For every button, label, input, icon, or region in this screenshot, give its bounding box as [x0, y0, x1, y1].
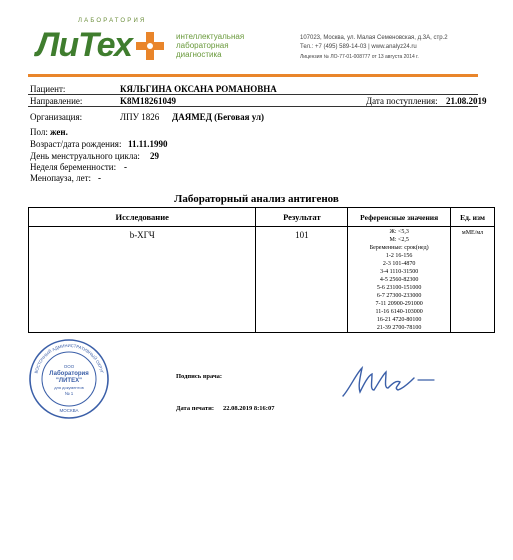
ref-line: 5-6 23100-151000 [376, 285, 422, 291]
dob-label: Возраст/дата рождения: [30, 139, 122, 149]
divider [28, 106, 478, 107]
ref-line: 2-3 101-4870 [382, 261, 416, 267]
test-result: 101 [256, 227, 348, 333]
ref-line: 11-16 6140-103000 [375, 309, 423, 315]
header-orange-bar [28, 74, 478, 77]
sex-label: Пол: [30, 127, 48, 137]
ref-line: 4-5 2560-82300 [379, 277, 419, 283]
lab-word: ЛАБОРАТОРИЯ [78, 18, 147, 24]
ref-line: 1-2 16-156 [385, 253, 413, 259]
received-label: Дата поступления: [366, 96, 438, 106]
tagline-line-2: лабораторная [176, 41, 229, 50]
reference-values [348, 227, 451, 333]
ref-line: 16-21 4720-80100 [376, 317, 422, 323]
stamp-name-1: Лаборатория [49, 371, 89, 377]
ref-line: 3-4 1110-31500 [380, 269, 419, 275]
tagline-line-3: диагностика [176, 50, 222, 59]
ref-line: 21-39 2700-78100 [376, 325, 422, 331]
cycle-label: День менструального цикла: [30, 151, 140, 161]
stamp-ooo: ООО [63, 364, 75, 369]
table-row [29, 227, 495, 333]
divider [28, 94, 478, 95]
menopause-label: Менопауза, лет: [30, 173, 92, 183]
pregnancy-label: Неделя беременности: [30, 162, 117, 172]
stamp-city: МОСКВА [59, 408, 79, 413]
org-name: ДАЯМЕД (Беговая ул) [172, 112, 265, 122]
brand-logo-text: ЛиТех [36, 26, 132, 64]
stamp-outer-text: ВОСТОЧНЫЙ АДМИНИСТРАТИВНЫЙ ОКРУГ [33, 342, 105, 374]
print-date-value: 22.08.2019 8:16:07 [223, 405, 275, 412]
patient-name: КЯЛЬГИНА ОКСАНА РОМАНОВНА [120, 84, 277, 94]
ref-line: Ж: <5,3 [389, 229, 409, 235]
col-header-reference: Референсные значения [348, 208, 451, 227]
col-header-result: Результат [256, 208, 348, 227]
unit-value: мМЕ/мл [451, 227, 495, 333]
ref-line: М: <2,5 [389, 237, 409, 243]
referral-label: Направление: [30, 96, 83, 106]
received-date: 21.08.2019 [446, 96, 487, 106]
stamp-number: № 1 [64, 391, 74, 396]
table-header-row [29, 208, 495, 227]
cross-logo-icon [136, 30, 164, 62]
dob-value: 11.11.1990 [128, 139, 168, 149]
ref-line: 7-11 20900-291000 [375, 301, 423, 307]
lab-phone-site: Тел.: +7 (495) 589-14-03 | www.analyz24.ru [300, 44, 417, 50]
sex-value: жен. [50, 127, 68, 137]
col-header-test: Исследование [29, 208, 256, 227]
col-header-unit: Ед. изм [451, 208, 495, 227]
results-table [28, 207, 495, 333]
lab-license: Лицензия № ЛО-77-01-008777 от 13 августа 2014 г. [300, 54, 419, 60]
analysis-title: Лабораторный анализ антигенов [174, 193, 339, 205]
ref-line: 6-7 27300-233000 [376, 293, 422, 299]
doctor-signature-icon [338, 362, 438, 402]
test-name: b-ХГЧ [29, 227, 256, 333]
stamp-name-2: "ЛИТЕХ" [56, 378, 82, 384]
lab-address: 107023, Москва, ул. Малая Семеновская, д.3А, стр.2 [300, 35, 448, 41]
menopause-value: - [98, 173, 101, 183]
cycle-value: 29 [150, 151, 159, 161]
pregnancy-value: - [124, 162, 127, 172]
org-code: ЛПУ 1826 [120, 112, 160, 122]
print-date-label: Дата печати: [176, 405, 215, 412]
lab-stamp-icon [28, 338, 110, 420]
tagline-line-1: интеллектуальная [176, 32, 245, 41]
referral-number: K8M18261049 [120, 96, 176, 106]
ref-line: Беременные: срок(нед) [369, 245, 429, 251]
patient-name-label: Пациент: [30, 84, 66, 94]
doctor-signature-label: Подпись врача: [176, 373, 223, 380]
stamp-docs: для документов [54, 385, 84, 390]
org-label: Организация: [30, 112, 83, 122]
